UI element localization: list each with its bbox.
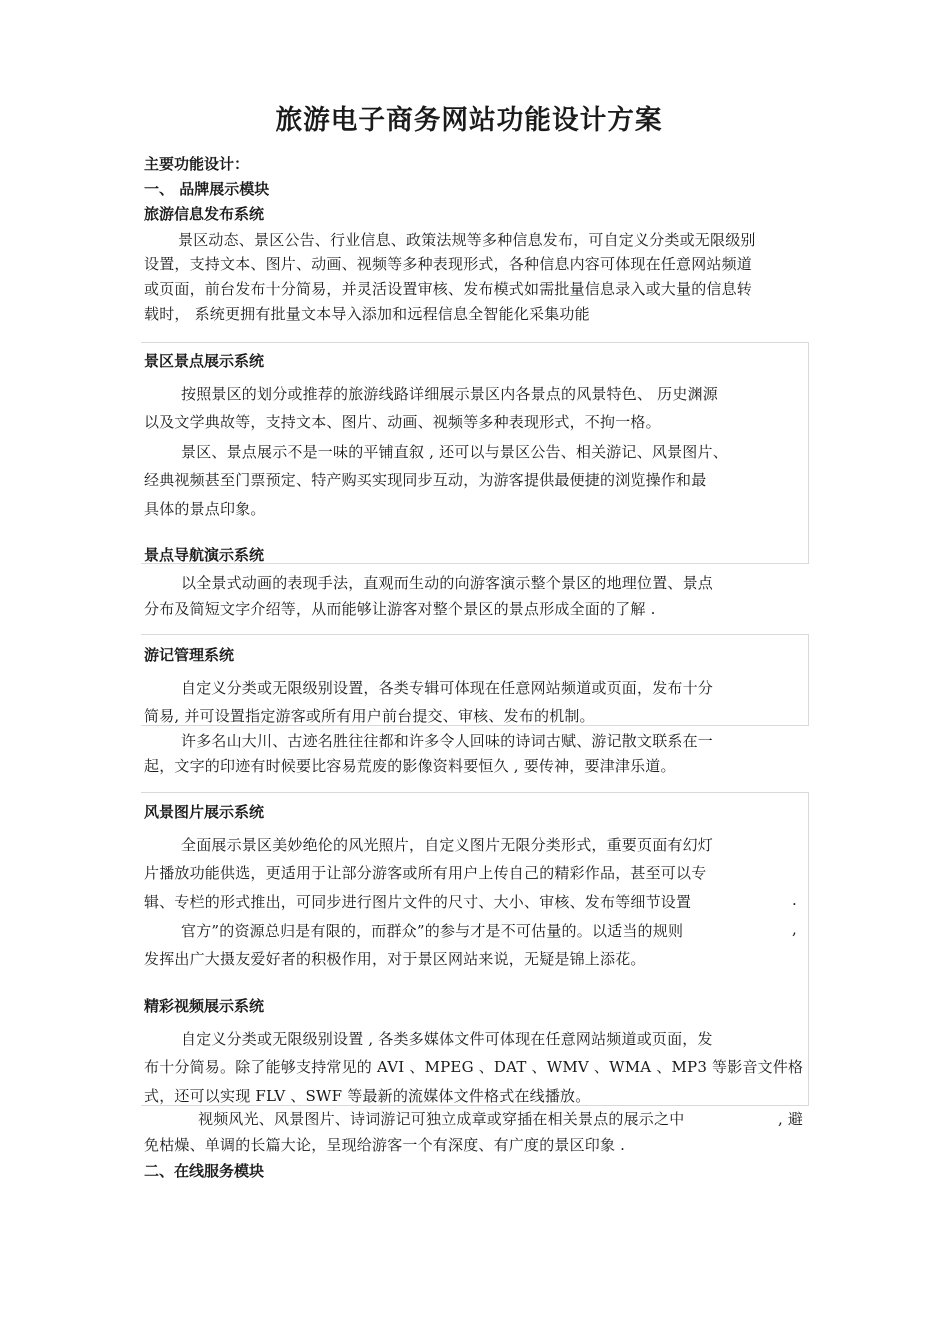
video-line-5: 免枯燥、单调的长篇大论，呈现给游客一个有深度、有广度的景区印象 . xyxy=(144,1136,626,1154)
travel-line-1: 自定义分类或无限级别设置，各类专辑可体现在任意网站频道或页面，发布十分 xyxy=(181,679,714,697)
nav-line-2: 分布及简短文字介绍等，从而能够让游客对整个景区的景点形成全面的了解 . xyxy=(144,600,656,618)
photo-line-3-period: . xyxy=(792,891,797,909)
info-line-2: 设置，支持文本、图片、动画、视频等多种表现形式，各种信息内容可体现在任意网站频道 xyxy=(144,255,753,273)
photo-line-4: 官方”的资源总归是有限的，而群众”的参与才是不可估量的。以适当的规则 xyxy=(181,922,684,940)
video-line-4-tail: , 避 xyxy=(778,1110,804,1128)
video-line-1: 自定义分类或无限级别设置 , 各类多媒体文件可体现在任意网站频道或页面，发 xyxy=(181,1030,713,1048)
module2-heading: 二、在线服务模块 xyxy=(144,1162,265,1180)
travel-system-heading: 游记管理系统 xyxy=(144,646,235,664)
info-system-heading: 旅游信息发布系统 xyxy=(144,205,265,223)
travel-line-3: 许多名山大川、古迹名胜往往都和许多令人回味的诗词古赋、游记散文联系在一 xyxy=(181,732,714,750)
video-system-heading: 精彩视频展示系统 xyxy=(144,997,265,1015)
nav-system-heading: 景点导航演示系统 xyxy=(144,546,265,564)
info-line-4: 载时， 系统更拥有批量文本导入添加和远程信息全智能化采集功能 xyxy=(144,305,590,323)
video-line-2: 布十分简易。除了能够支持常见的 AVI 、MPEG 、DAT 、WMV 、WMA 、MP3 等影音文件格 xyxy=(144,1058,804,1076)
info-line-1: 景区动态、景区公告、行业信息、政策法规等多种信息发布，可自定义分类或无限级别 xyxy=(178,231,756,249)
info-line-3: 或页面，前台发布十分简易，并灵活设置审核、发布模式如需批量信息录入或大量的信息转 xyxy=(144,280,753,298)
photo-line-1: 全面展示景区美妙绝伦的风光照片，自定义图片无限分类形式，重要页面有幻灯 xyxy=(181,836,714,854)
travel-line-2: 简易, 并可设置指定游客或所有用户前台提交、审核、发布的机制。 xyxy=(144,707,595,725)
spots-line-2: 以及文学典故等，支持文本、图片、动画、视频等多种表现形式，不拘一格。 xyxy=(144,413,661,431)
nav-line-1: 以全景式动画的表现手法，直观而生动的向游客演示整个景区的地理位置、景点 xyxy=(181,574,714,592)
spots-system-heading: 景区景点展示系统 xyxy=(144,352,265,370)
photo-system-heading: 风景图片展示系统 xyxy=(144,803,265,821)
photo-line-3: 辑、专栏的形式推出，可同步进行图片文件的尺寸、大小、审核、发布等细节设置 xyxy=(144,893,692,911)
module1-heading: 一、 品牌展示模块 xyxy=(144,180,270,198)
main-design-heading: 主要功能设计： xyxy=(144,155,250,173)
video-line-4: 视频风光、风景图片、诗词游记可独立成章或穿插在相关景点的展示之中 xyxy=(198,1110,685,1128)
photo-line-4-comma: , xyxy=(792,920,797,938)
spots-line-1: 按照景区的划分或推荐的旅游线路详细展示景区内各景点的风景特色、 历史渊源 xyxy=(181,385,718,403)
travel-line-4: 起，文字的印迹有时候要比容易荒废的影像资料要恒久 , 要传神，要津津乐道。 xyxy=(144,757,676,775)
photo-line-2: 片播放功能供选，更适用于让部分游客或所有用户上传自己的精彩作品，甚至可以专 xyxy=(144,864,707,882)
spots-line-3: 景区、景点展示不是一味的平铺直叙 , 还可以与景区公告、相关游记、风景图片、 xyxy=(181,443,728,461)
spots-line-4: 经典视频甚至门票预定、特产购买实现同步互动，为游客提供最便捷的浏览操作和最 xyxy=(144,471,707,489)
spots-line-5: 具体的景点印象。 xyxy=(144,500,266,518)
page-title: 旅游电子商务网站功能设计方案 xyxy=(275,105,663,136)
video-line-3: 式，还可以实现 FLV 、SWF 等最新的流媒体文件格式在线播放。 xyxy=(144,1087,591,1105)
photo-line-5: 发挥出广大摄友爱好者的积极作用，对于景区网站来说，无疑是锦上添花。 xyxy=(144,950,646,968)
